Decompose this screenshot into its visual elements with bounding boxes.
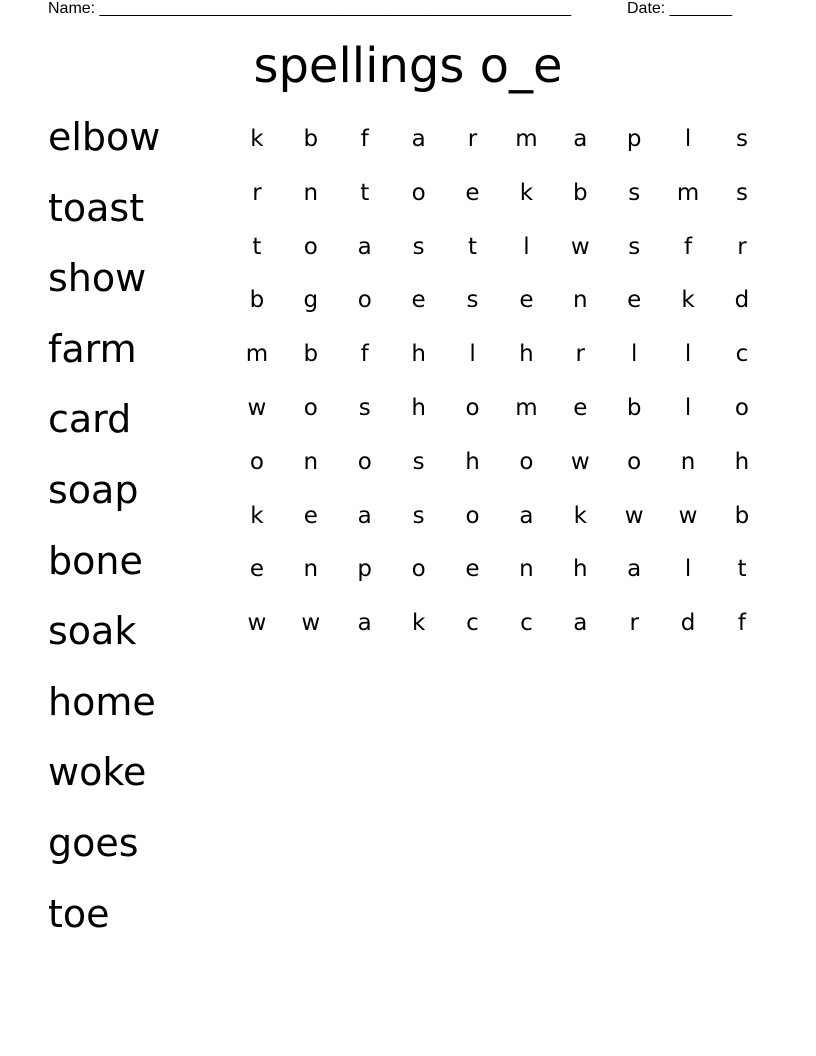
grid-letter: o [411,179,426,206]
grid-letter: o [519,448,534,475]
grid-letter: o [357,287,372,314]
grid-letter: r [252,179,262,206]
grid-letter: w [247,610,267,637]
grid-letter: m [676,179,700,206]
grid-letter: k [573,502,587,529]
word-list-item: soak [48,609,137,654]
grid-letter: n [680,448,696,475]
grid-letter: k [681,287,695,314]
grid-letter: e [627,287,642,314]
grid-letter: s [358,394,371,421]
grid-letter: s [412,448,425,475]
grid-letter: e [303,502,318,529]
grid-letter: w [624,502,644,529]
grid-letter: e [411,287,426,314]
word-list-item: farm [48,326,137,371]
grid-letter: f [360,126,369,152]
grid-letter: w [570,233,590,260]
grid-letter: o [357,448,372,475]
grid-letter: k [519,179,534,206]
grid-letter: a [357,233,372,260]
grid-letter: n [519,556,534,583]
word-list-item: show [48,256,147,301]
grid-letter: s [628,179,641,206]
grid-letter: o [249,448,264,475]
grid-letter: l [684,394,692,421]
grid-letter: f [684,233,693,260]
header [48,0,748,20]
grid-letter: r [629,610,639,637]
grid-letter: k [250,502,264,529]
grid-letter: s [735,126,748,152]
grid-letter: c [735,341,749,368]
grid-letter: o [465,394,480,421]
grid-letter: h [411,341,426,368]
grid-letter: m [245,341,269,368]
grid-letter: e [573,394,588,421]
grid-letter: m [515,126,538,152]
grid-letter: m [515,394,538,421]
word-list-item: soap [48,467,139,512]
grid-letter: o [627,448,642,475]
grid-letter: o [465,502,480,529]
grid-letter: e [465,556,480,583]
grid-letter: o [734,394,749,421]
grid-letter: l [469,341,476,368]
grid-letter: b [303,341,319,368]
grid-letter: b [626,394,642,421]
grid-letter: n [303,556,319,583]
grid-letter: w [247,394,267,421]
grid-letter: c [520,610,533,637]
name-field-label[interactable]: Name: _____________________________________________________ [48,0,572,17]
grid-letter: s [412,233,425,260]
grid-letter: a [357,502,372,529]
grid-letter: l [684,556,692,583]
page-title: spellings o_e [253,38,563,94]
grid-letter: o [411,556,426,583]
grid-letter: p [357,556,373,583]
grid-letter: a [411,126,426,152]
grid-letter: a [519,502,534,529]
grid-letter: g [303,287,319,314]
word-list-item: goes [48,820,139,865]
grid-letter: r [575,341,586,368]
grid-letter: l [630,341,638,368]
grid-letter: f [737,610,747,637]
grid-letter: b [303,126,319,152]
grid-letter: a [573,126,588,152]
grid-letter: b [734,502,750,529]
grid-letter: n [303,448,319,475]
grid-letter: w [301,610,321,637]
word-list-item: woke [48,750,147,795]
grid-letter: n [303,179,319,206]
word-list-item: toast [48,185,145,230]
word-list-item: home [48,679,156,724]
grid-letter: s [412,502,425,529]
grid-letter: t [252,233,262,260]
grid-letter: h [411,394,426,421]
grid-letter: t [467,233,478,260]
grid-letter: s [735,179,748,206]
grid-letter: l [684,341,692,368]
grid-letter: a [573,610,588,637]
grid-letter: k [411,610,426,637]
grid-letter: o [303,394,318,421]
grid-letter: e [465,179,480,206]
grid-letter: a [627,556,642,583]
grid-letter: w [678,502,698,529]
grid-letter: c [466,610,479,637]
word-list [48,108,228,955]
grid-letter: h [734,448,750,475]
grid-letter: e [249,556,265,583]
grid-letter: f [360,341,369,368]
word-list-item: card [48,397,132,442]
grid-letter: l [684,126,692,152]
grid-letter: e [519,287,534,314]
grid-letter: o [303,233,318,260]
grid-letter: h [519,341,534,368]
grid-letter: s [466,287,479,314]
grid-letter: r [737,233,747,260]
grid-letter: k [250,126,264,152]
grid-letter: w [570,448,590,475]
grid-letter: r [467,126,478,152]
grid-letter: n [573,287,588,314]
grid-letter: l [523,233,530,260]
word-list-item: bone [48,538,143,583]
word-list-item: elbow [48,115,161,159]
grid-letter: s [628,233,641,260]
grid-letter: t [360,179,370,206]
word-list-item: toe [48,891,110,936]
grid-letter: a [357,610,372,637]
grid-letter: d [734,287,750,314]
letter-grid [230,112,769,650]
grid-letter: d [680,610,696,637]
date-field-label[interactable]: Date: _______ [627,0,732,17]
grid-letter: p [626,126,642,152]
grid-letter: h [465,448,480,475]
grid-letter: t [737,556,747,583]
grid-letter: b [249,287,265,314]
grid-letter: b [572,179,588,206]
grid-letter: h [573,556,588,583]
